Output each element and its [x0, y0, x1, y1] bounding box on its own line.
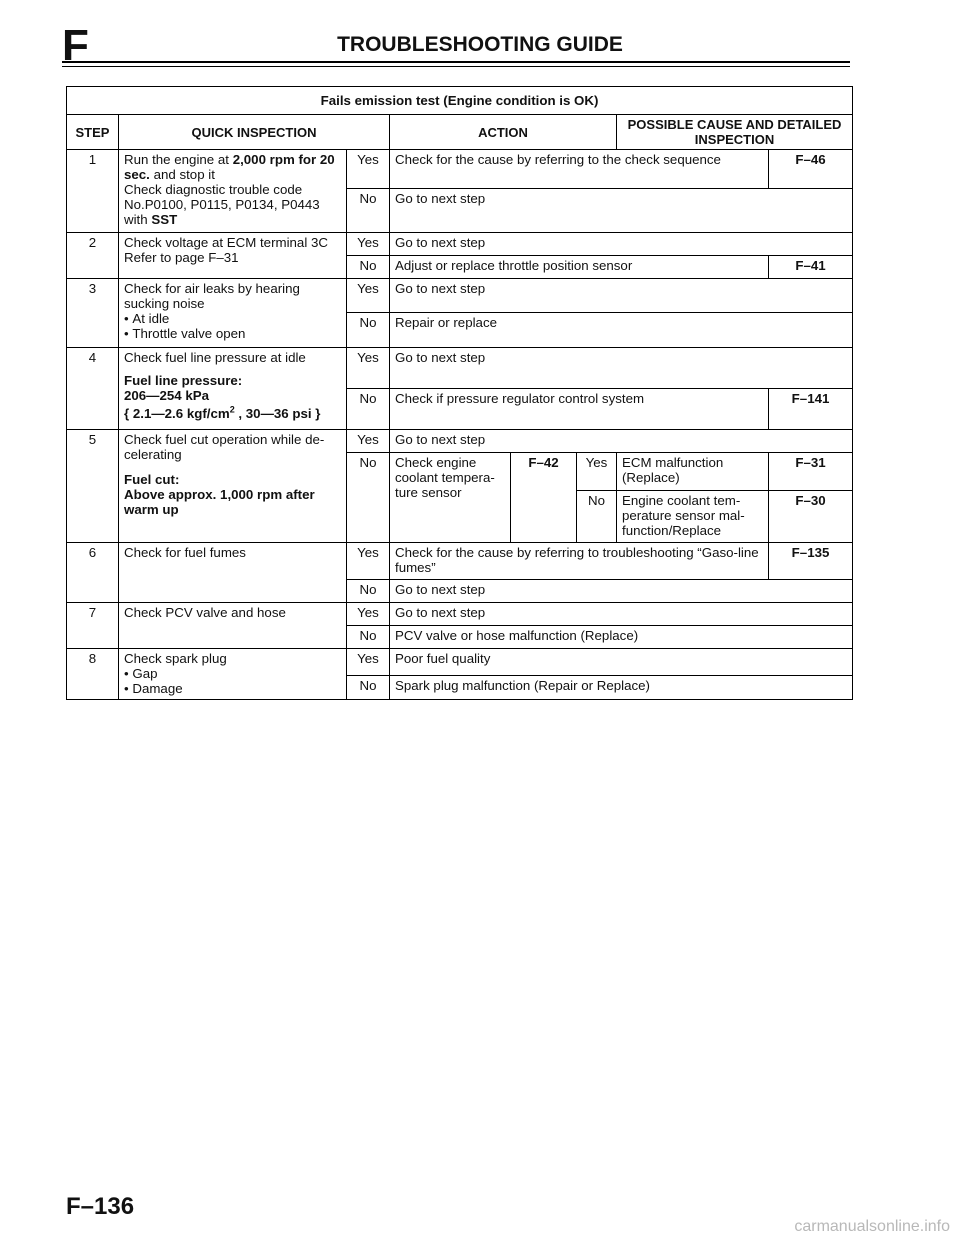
step-number: 3: [67, 279, 119, 348]
action-text: Poor fuel quality: [390, 649, 853, 676]
page-title: TROUBLESHOOTING GUIDE: [337, 33, 623, 56]
inspection-bullet: • Throttle valve open: [124, 326, 245, 341]
inspection-text: Check for air leaks by hearing sucking noise: [124, 281, 300, 311]
inspection-cell: [119, 649, 347, 700]
table-row: [67, 233, 853, 256]
step-number: 8: [67, 649, 119, 700]
inspection-text: Check diagnostic trouble code No.P0100, P0115, P0134, P0443 with: [124, 182, 320, 227]
table-row: [67, 430, 853, 453]
inspection-text: Run the engine at: [124, 152, 233, 167]
reference-page: F–42: [511, 453, 577, 543]
table-header-row: [67, 115, 853, 150]
page-number: F–136: [66, 1193, 135, 1220]
table-caption: Fails emission test (Engine condition is OK): [67, 87, 853, 115]
table-row: [67, 603, 853, 626]
inspection-cell: [119, 543, 347, 603]
inspection-bold: { 2.1—2.6 kgf/$cm^2$ , 30—36 psi }: [124, 405, 321, 422]
result-no: No: [347, 256, 390, 279]
result-yes: Yes: [347, 233, 390, 256]
inspection-cell: [119, 233, 347, 279]
step-number: 1: [67, 150, 119, 233]
table-row: [67, 279, 853, 313]
header-rule: [62, 61, 850, 63]
reference-page: F–41: [769, 256, 853, 279]
result-no: No: [347, 453, 390, 543]
action-text: Check for the cause by referring to the check sequence: [390, 150, 769, 189]
action-text: Check engine coolant tempera-ture sensor: [390, 453, 511, 543]
action-text: Check for the cause by referring to troubleshooting “Gaso-line fumes”: [390, 543, 769, 580]
table-row: [67, 348, 853, 389]
inspection-text: Check fuel cut operation while de-celerating: [124, 432, 325, 462]
inspection-bullet: • Gap: [124, 666, 158, 681]
step-number: 2: [67, 233, 119, 279]
step-number: 4: [67, 348, 119, 430]
result-yes: Yes: [347, 279, 390, 313]
step-number: 7: [67, 603, 119, 649]
sub-action-text: Engine coolant tem-perature sensor mal-function/Replace: [617, 491, 769, 543]
inspection-bold: Fuel line pressure:: [124, 373, 243, 388]
action-text: Go to next step: [390, 233, 853, 256]
sub-result-no: No: [577, 491, 617, 543]
inspection-text: Refer to page F–31: [124, 250, 239, 265]
sub-result-yes: Yes: [577, 453, 617, 491]
result-yes: Yes: [347, 603, 390, 626]
inspection-text: Check PCV valve and hose: [124, 605, 286, 620]
result-no: No: [347, 389, 390, 430]
inspection-bold: 2,000 rpm for 20 sec.: [124, 152, 335, 182]
result-yes: Yes: [347, 543, 390, 580]
result-no: No: [347, 676, 390, 700]
action-text: PCV valve or hose malfunction (Replace): [390, 626, 853, 649]
action-text: Check if pressure regulator control system: [390, 389, 769, 430]
sub-action-text: ECM malfunction (Replace): [617, 453, 769, 491]
inspection-text: Check for fuel fumes: [124, 545, 246, 560]
inspection-cell: [119, 603, 347, 649]
table-row: [67, 649, 853, 676]
step-number: 6: [67, 543, 119, 603]
result-yes: Yes: [347, 649, 390, 676]
action-text: Go to next step: [390, 430, 853, 453]
column-header-inspection: QUICK INSPECTION: [119, 115, 390, 150]
reference-page: F–141: [769, 389, 853, 430]
result-yes: Yes: [347, 348, 390, 389]
inspection-bold: Fuel cut:: [124, 472, 180, 487]
inspection-bold: Above approx. 1,000 rpm after warm up: [124, 487, 315, 517]
inspection-bold: 206—254 kPa: [124, 388, 210, 403]
inspection-bullet: • At idle: [124, 311, 169, 326]
result-no: No: [347, 580, 390, 603]
inspection-text: Check fuel line pressure at idle: [124, 350, 306, 365]
column-header-step: STEP: [67, 115, 119, 150]
inspection-text: Check voltage at ECM terminal 3C: [124, 235, 328, 250]
action-text: Go to next step: [390, 603, 853, 626]
header-rule-thin: [62, 66, 850, 67]
inspection-cell: [119, 348, 347, 430]
inspection-bold: SST: [151, 212, 178, 227]
table-caption-row: [67, 87, 853, 115]
inspection-cell: [119, 150, 347, 233]
step-number: 5: [67, 430, 119, 543]
column-header-action: ACTION: [390, 115, 617, 150]
result-no: No: [347, 189, 390, 233]
inspection-cell: [119, 279, 347, 348]
result-yes: Yes: [347, 150, 390, 189]
reference-page: F–30: [769, 491, 853, 543]
section-letter: F: [62, 21, 89, 70]
result-no: No: [347, 313, 390, 348]
troubleshooting-table: [66, 86, 853, 700]
action-text: Spark plug malfunction (Repair or Replace): [390, 676, 853, 700]
table-row: [67, 543, 853, 580]
inspection-text: Check spark plug: [124, 651, 227, 666]
action-text: Go to next step: [390, 580, 853, 603]
result-yes: Yes: [347, 430, 390, 453]
column-header-cause: POSSIBLE CAUSE AND DETAILED INSPECTION: [617, 115, 853, 150]
reference-page: F–135: [769, 543, 853, 580]
action-text: Go to next step: [390, 279, 853, 313]
action-text: Adjust or replace throttle position sensor: [390, 256, 769, 279]
inspection-text: and stop it: [149, 167, 215, 182]
inspection-cell: [119, 430, 347, 543]
table-row: [67, 150, 853, 189]
reference-page: F–31: [769, 453, 853, 491]
watermark: carmanualsonline.info: [794, 1218, 950, 1235]
result-no: No: [347, 626, 390, 649]
action-text: Repair or replace: [390, 313, 853, 348]
action-text: Go to next step: [390, 189, 853, 233]
reference-page: F–46: [769, 150, 853, 189]
action-text: Go to next step: [390, 348, 853, 389]
inspection-bullet: • Damage: [124, 681, 183, 696]
